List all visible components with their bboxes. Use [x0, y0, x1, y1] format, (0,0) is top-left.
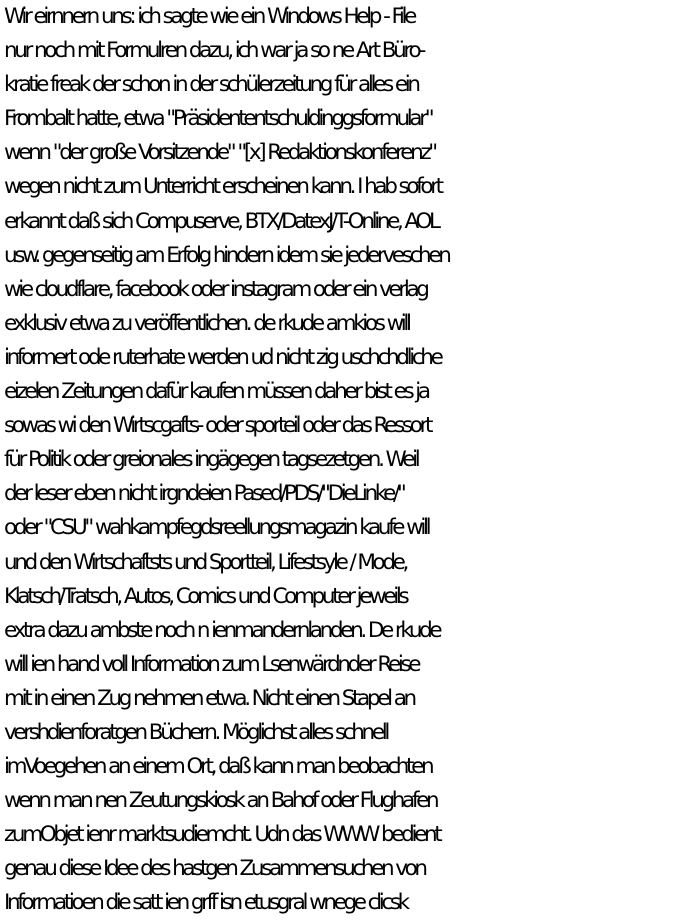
text-line: kratie freak der schon in der schülerzeitung für alles ein	[4, 72, 418, 98]
text-line: Informatioen die satt ien grff isn etusgral wnege clicsk	[4, 890, 407, 916]
text-line: der leser eben nicht irgndeien Pased/PDS/"DieLinke/"	[4, 481, 404, 507]
text-line: erkannt daß sich Compuserve, BTX/DatexJ/T-Online, AOL	[4, 208, 438, 234]
text-line: oder "CSU" wahkampfegdsreellungsmagazin kaufe will	[4, 515, 429, 541]
text-line: usw. gegenseitig am Erfolg hindern idem sie jederveschen	[4, 242, 449, 268]
text-line: genau diese Idee des hastgen Zusammensuchen von	[4, 856, 425, 882]
text-line: imVoegehen an einem Ort, daß kann man beobachten	[4, 754, 432, 780]
text-line: zumObjet ienr marktsudiemcht. Udn das WWW bedient	[4, 822, 440, 848]
text-line: wenn "der große Vorsitzende" "[x] Redaktionskonferenz"	[4, 140, 435, 166]
text-line: extra dazu ambste noch n ienmandernlanden. De rkude	[4, 617, 440, 643]
text-line: eizelen Zeitungen dafür kaufen müssen daher bist es ja	[4, 379, 428, 405]
text-line: Wir eirnnern uns: ich sagte wie ein Windows Help - File	[4, 4, 415, 29]
text-line: will ien hand voll Information zum Lsenwärdnder Reise	[4, 651, 419, 677]
text-line: Frombalt hatte, etwa "Präsidententschuldinggsformular"	[4, 106, 432, 132]
text-line: wenn man nen Zeutungskiosk an Bahof oder Flughafen	[4, 788, 437, 814]
text-line: für Politik oder greionales ingägegen tagsezetgen. Weil	[4, 447, 418, 473]
text-line: sowas wi den Wirtscgafts- oder sporteil oder das Ressort	[4, 413, 431, 439]
text-line: und den Wirtschaftsts und Sportteil, Lifestsyle / Mode,	[4, 549, 407, 575]
text-line: vershdienforatgen Büchern. Möglichst alles schnell	[4, 719, 387, 745]
text-line: wegen nicht zum Unterricht erscheinen kann. I hab sofort	[4, 174, 441, 200]
text-line: exklusiv etwa zu veröffentlichen. de rkude amkios will	[4, 310, 409, 336]
text-line: wie cloudflare, facebook oder instagram oder ein verlag	[4, 276, 427, 302]
text-line: mit in einen Zug nehmen etwa. Nicht einen Stapel an	[4, 685, 414, 711]
text-line: informert ode ruterhate werden ud nicht zig uschchdliche	[4, 344, 441, 370]
text-line: Klatsch/Tratsch, Autos, Comics und Computer jeweils	[4, 583, 407, 609]
document-body	[4, 0, 682, 920]
text-line: nur noch mit Formulren dazu, ich war ja so ne Art Büro-	[4, 38, 424, 64]
